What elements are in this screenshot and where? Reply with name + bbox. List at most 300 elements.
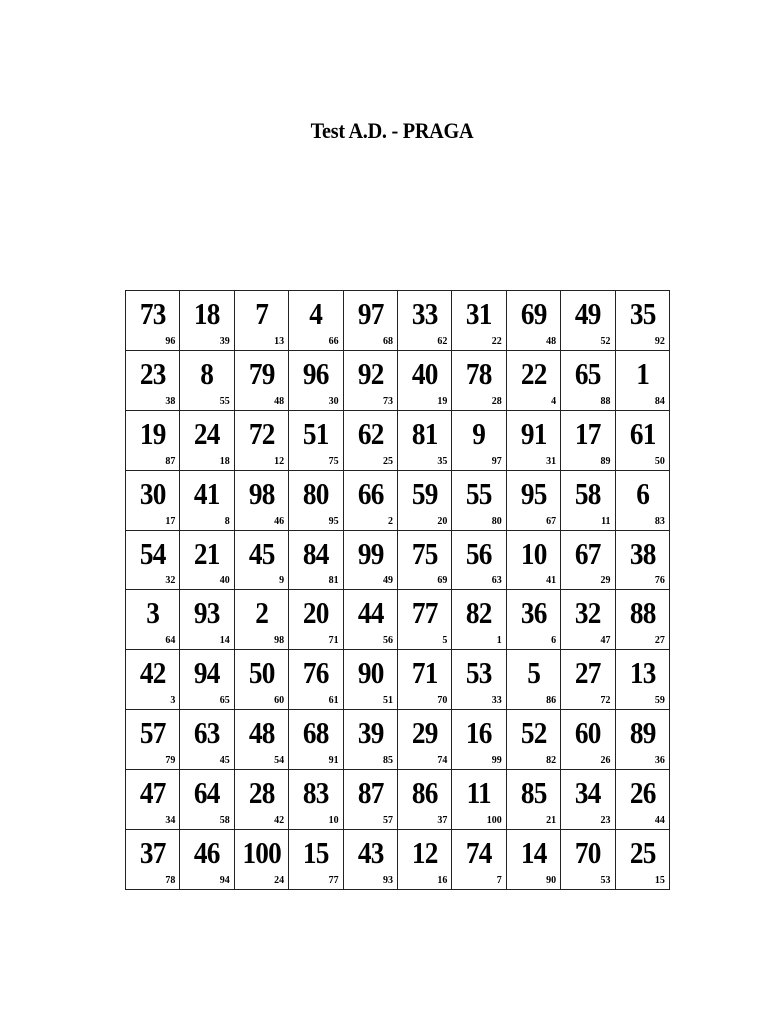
cell-main-number: 88 <box>629 595 655 631</box>
cell-main-number: 64 <box>194 775 220 811</box>
grid-cell <box>561 410 615 470</box>
grid-cell <box>561 590 615 650</box>
cell-index-number: 17 <box>165 515 176 527</box>
grid-row <box>126 710 670 770</box>
grid-cell <box>234 470 288 530</box>
cell-index-number: 23 <box>600 815 611 827</box>
cell-main-number: 85 <box>520 775 547 811</box>
cell-index-number: 8 <box>224 515 230 527</box>
grid-row <box>126 291 670 351</box>
cell-main-number: 80 <box>303 475 329 511</box>
cell-main-number: 42 <box>139 655 166 691</box>
cell-index-number: 15 <box>654 874 665 886</box>
grid-cell <box>397 830 451 890</box>
grid-cell <box>343 710 397 770</box>
grid-cell <box>397 590 451 650</box>
cell-main-number: 17 <box>575 415 601 451</box>
grid-cell <box>506 590 560 650</box>
grid-cell <box>289 350 343 410</box>
cell-main-number: 28 <box>248 775 275 811</box>
cell-index-number: 84 <box>654 395 665 407</box>
cell-index-number: 22 <box>491 335 502 347</box>
cell-main-number: 47 <box>139 775 166 811</box>
grid-cell <box>343 530 397 590</box>
cell-main-number: 94 <box>194 655 220 691</box>
grid-cell <box>506 650 560 710</box>
cell-main-number: 8 <box>200 355 214 391</box>
cell-index-number: 33 <box>491 695 502 707</box>
cell-index-number: 49 <box>382 575 393 587</box>
cell-index-number: 72 <box>600 695 611 707</box>
cell-index-number: 96 <box>165 335 176 347</box>
grid-cell <box>506 830 560 890</box>
cell-index-number: 69 <box>437 575 448 587</box>
cell-index-number: 87 <box>165 455 176 467</box>
cell-main-number: 43 <box>357 835 384 871</box>
cell-index-number: 89 <box>600 455 611 467</box>
cell-main-number: 48 <box>248 715 275 751</box>
cell-main-number: 27 <box>575 655 601 691</box>
grid-cell <box>126 710 180 770</box>
cell-main-number: 24 <box>194 415 220 451</box>
grid-row <box>126 770 670 830</box>
cell-main-number: 22 <box>520 355 547 391</box>
cell-index-number: 29 <box>600 575 611 587</box>
cell-index-number: 59 <box>654 695 665 707</box>
cell-main-number: 18 <box>194 296 220 331</box>
grid-cell <box>343 830 397 890</box>
grid-cell <box>397 650 451 710</box>
cell-main-number: 34 <box>575 775 601 811</box>
cell-index-number: 88 <box>600 395 611 407</box>
cell-index-number: 81 <box>328 575 339 587</box>
cell-main-number: 57 <box>139 715 166 751</box>
cell-index-number: 55 <box>219 395 230 407</box>
grid-cell <box>561 770 615 830</box>
cell-index-number: 41 <box>546 575 557 587</box>
page-title: Test A.D. - PRAGA <box>310 118 474 143</box>
cell-index-number: 94 <box>219 874 230 886</box>
cell-main-number: 9 <box>472 415 486 451</box>
cell-index-number: 45 <box>219 755 230 767</box>
cell-main-number: 5 <box>527 655 540 691</box>
cell-index-number: 19 <box>437 395 448 407</box>
cell-main-number: 79 <box>248 355 275 391</box>
grid-cell <box>126 650 180 710</box>
cell-main-number: 32 <box>575 595 601 631</box>
grid-cell <box>343 770 397 830</box>
grid-cell <box>615 770 669 830</box>
cell-index-number: 14 <box>219 635 230 647</box>
cell-index-number: 6 <box>551 635 557 647</box>
cell-main-number: 86 <box>411 775 438 811</box>
grid-cell <box>180 350 234 410</box>
grid-cell <box>234 710 288 770</box>
grid-cell <box>343 410 397 470</box>
cell-index-number: 100 <box>486 815 502 827</box>
cell-index-number: 16 <box>437 874 448 886</box>
grid-cell <box>234 590 288 650</box>
cell-main-number: 44 <box>357 595 384 631</box>
grid-cell <box>126 770 180 830</box>
cell-index-number: 18 <box>219 455 230 467</box>
cell-main-number: 75 <box>411 535 438 571</box>
grid-row <box>126 470 670 530</box>
cell-main-number: 72 <box>248 415 275 451</box>
cell-index-number: 32 <box>165 575 176 587</box>
cell-index-number: 98 <box>274 635 285 647</box>
cell-main-number: 1 <box>635 355 649 391</box>
grid-cell <box>180 590 234 650</box>
cell-main-number: 69 <box>520 296 547 331</box>
cell-main-number: 11 <box>467 775 492 811</box>
cell-index-number: 44 <box>654 815 665 827</box>
grid-cell <box>289 470 343 530</box>
grid-cell <box>452 470 506 530</box>
cell-main-number: 92 <box>357 355 384 391</box>
cell-main-number: 96 <box>303 355 329 391</box>
cell-index-number: 56 <box>382 635 393 647</box>
grid-cell <box>180 830 234 890</box>
cell-index-number: 90 <box>546 874 557 886</box>
grid-row <box>126 350 670 410</box>
cell-main-number: 25 <box>629 835 655 871</box>
cell-index-number: 67 <box>546 515 557 527</box>
grid-cell <box>234 350 288 410</box>
cell-index-number: 52 <box>600 335 611 347</box>
cell-main-number: 26 <box>629 775 655 811</box>
cell-main-number: 93 <box>194 595 220 631</box>
cell-index-number: 77 <box>328 874 339 886</box>
grid-cell <box>234 770 288 830</box>
cell-main-number: 23 <box>139 355 166 391</box>
cell-main-number: 73 <box>139 296 166 331</box>
cell-index-number: 12 <box>274 455 285 467</box>
cell-index-number: 95 <box>328 515 339 527</box>
grid-cell <box>506 770 560 830</box>
cell-main-number: 58 <box>575 475 601 511</box>
grid-cell <box>397 710 451 770</box>
grid-cell <box>561 650 615 710</box>
grid-cell <box>343 291 397 351</box>
grid-cell <box>343 650 397 710</box>
grid-cell <box>615 350 669 410</box>
grid-cell <box>506 530 560 590</box>
grid-cell <box>452 710 506 770</box>
grid-row <box>126 410 670 470</box>
cell-main-number: 4 <box>309 296 323 331</box>
cell-index-number: 61 <box>328 695 339 707</box>
grid-cell <box>180 410 234 470</box>
cell-index-number: 58 <box>219 815 230 827</box>
cell-index-number: 76 <box>654 575 665 587</box>
cell-index-number: 78 <box>165 874 176 886</box>
grid-cell <box>615 650 669 710</box>
cell-index-number: 37 <box>437 815 448 827</box>
grid-cell <box>234 410 288 470</box>
cell-main-number: 65 <box>575 355 601 391</box>
grid-cell <box>289 830 343 890</box>
cell-main-number: 70 <box>575 835 601 871</box>
grid-cell <box>561 530 615 590</box>
cell-main-number: 33 <box>411 296 438 331</box>
cell-index-number: 65 <box>219 695 230 707</box>
grid-cell <box>452 650 506 710</box>
cell-main-number: 37 <box>139 835 166 871</box>
cell-index-number: 57 <box>382 815 393 827</box>
cell-index-number: 1 <box>496 635 502 647</box>
grid-cell <box>452 770 506 830</box>
cell-main-number: 49 <box>575 296 601 331</box>
cell-index-number: 92 <box>654 335 665 347</box>
cell-index-number: 70 <box>437 695 448 707</box>
grid-cell <box>506 350 560 410</box>
cell-main-number: 45 <box>248 535 275 571</box>
cell-main-number: 89 <box>629 715 655 751</box>
grid-cell <box>615 470 669 530</box>
cell-index-number: 27 <box>654 635 665 647</box>
grid-cell <box>615 830 669 890</box>
cell-index-number: 71 <box>328 635 339 647</box>
grid-cell <box>126 291 180 351</box>
cell-main-number: 62 <box>357 415 384 451</box>
cell-index-number: 79 <box>165 755 176 767</box>
grid-cell <box>126 530 180 590</box>
cell-main-number: 51 <box>303 415 329 451</box>
cell-main-number: 13 <box>629 655 655 691</box>
cell-index-number: 21 <box>546 815 557 827</box>
grid-cell <box>452 830 506 890</box>
cell-main-number: 38 <box>629 535 655 571</box>
cell-index-number: 46 <box>274 515 285 527</box>
cell-index-number: 9 <box>279 575 285 587</box>
cell-index-number: 99 <box>491 755 502 767</box>
grid-row <box>126 830 670 890</box>
cell-index-number: 85 <box>382 755 393 767</box>
grid-cell <box>561 350 615 410</box>
cell-index-number: 11 <box>601 515 611 527</box>
cell-main-number: 56 <box>466 535 492 571</box>
cell-index-number: 20 <box>437 515 448 527</box>
cell-index-number: 24 <box>274 874 285 886</box>
cell-main-number: 35 <box>629 296 655 331</box>
cell-main-number: 59 <box>411 475 438 511</box>
cell-main-number: 30 <box>139 475 166 511</box>
cell-index-number: 64 <box>165 635 176 647</box>
grid-cell <box>180 470 234 530</box>
cell-index-number: 53 <box>600 874 611 886</box>
grid-cell <box>180 710 234 770</box>
grid-row <box>126 590 670 650</box>
cell-index-number: 75 <box>328 455 339 467</box>
cell-main-number: 41 <box>194 475 220 511</box>
grid-cell <box>615 590 669 650</box>
cell-main-number: 14 <box>520 835 547 871</box>
cell-index-number: 73 <box>382 395 393 407</box>
grid-cell <box>561 470 615 530</box>
cell-index-number: 74 <box>437 755 448 767</box>
cell-main-number: 71 <box>411 655 438 691</box>
grid-cell <box>289 590 343 650</box>
grid-cell <box>561 830 615 890</box>
grid-cell <box>343 350 397 410</box>
cell-index-number: 10 <box>328 815 339 827</box>
grid-cell <box>289 770 343 830</box>
grid-cell <box>234 650 288 710</box>
grid-cell <box>289 410 343 470</box>
grid-cell <box>126 410 180 470</box>
cell-index-number: 48 <box>274 395 285 407</box>
cell-main-number: 81 <box>411 415 438 451</box>
grid-cell <box>234 530 288 590</box>
cell-index-number: 86 <box>546 695 557 707</box>
grid-row <box>126 530 670 590</box>
cell-main-number: 36 <box>520 595 547 631</box>
cell-main-number: 77 <box>411 595 438 631</box>
cell-index-number: 26 <box>600 755 611 767</box>
cell-main-number: 91 <box>520 415 547 451</box>
number-grid-body <box>126 291 670 890</box>
cell-main-number: 53 <box>466 655 492 691</box>
grid-cell <box>343 590 397 650</box>
cell-main-number: 97 <box>357 296 384 331</box>
cell-main-number: 6 <box>635 475 649 511</box>
grid-row <box>126 650 670 710</box>
grid-cell <box>289 710 343 770</box>
grid-cell <box>561 710 615 770</box>
number-grid <box>125 290 670 890</box>
cell-index-number: 93 <box>382 874 393 886</box>
cell-index-number: 30 <box>328 395 339 407</box>
grid-cell <box>506 410 560 470</box>
cell-main-number: 10 <box>520 535 547 571</box>
cell-main-number: 83 <box>303 775 329 811</box>
cell-index-number: 35 <box>437 455 448 467</box>
grid-cell <box>397 410 451 470</box>
grid-cell <box>615 410 669 470</box>
cell-main-number: 46 <box>194 835 220 871</box>
cell-index-number: 5 <box>442 635 448 647</box>
grid-cell <box>452 350 506 410</box>
cell-main-number: 54 <box>139 535 166 571</box>
cell-index-number: 39 <box>219 335 230 347</box>
grid-cell <box>452 590 506 650</box>
cell-index-number: 36 <box>654 755 665 767</box>
cell-main-number: 90 <box>357 655 384 691</box>
grid-cell <box>561 291 615 351</box>
cell-main-number: 66 <box>357 475 384 511</box>
cell-index-number: 28 <box>491 395 502 407</box>
grid-cell <box>126 830 180 890</box>
cell-main-number: 21 <box>194 535 220 571</box>
grid-cell <box>397 530 451 590</box>
grid-cell <box>180 530 234 590</box>
cell-main-number: 3 <box>146 595 160 631</box>
grid-cell <box>452 530 506 590</box>
grid-cell <box>452 291 506 351</box>
cell-index-number: 68 <box>382 335 393 347</box>
grid-cell <box>180 291 234 351</box>
grid-cell <box>397 350 451 410</box>
cell-main-number: 2 <box>255 595 268 631</box>
cell-index-number: 3 <box>170 695 176 707</box>
cell-main-number: 74 <box>466 835 492 871</box>
grid-cell <box>506 470 560 530</box>
cell-index-number: 4 <box>551 395 557 407</box>
cell-index-number: 2 <box>387 515 393 527</box>
cell-main-number: 82 <box>466 595 492 631</box>
cell-index-number: 13 <box>274 335 285 347</box>
cell-index-number: 91 <box>328 755 339 767</box>
cell-index-number: 7 <box>496 874 502 886</box>
cell-main-number: 76 <box>303 655 329 691</box>
cell-index-number: 82 <box>546 755 557 767</box>
cell-main-number: 60 <box>575 715 601 751</box>
grid-cell <box>397 291 451 351</box>
cell-main-number: 68 <box>303 715 329 751</box>
cell-main-number: 7 <box>255 296 268 331</box>
cell-index-number: 62 <box>437 335 448 347</box>
cell-main-number: 15 <box>303 835 329 871</box>
cell-main-number: 12 <box>411 835 438 871</box>
cell-index-number: 25 <box>382 455 393 467</box>
cell-index-number: 42 <box>274 815 285 827</box>
grid-cell <box>615 291 669 351</box>
cell-index-number: 97 <box>491 455 502 467</box>
grid-cell <box>180 770 234 830</box>
cell-index-number: 31 <box>546 455 557 467</box>
grid-cell <box>343 470 397 530</box>
grid-cell <box>615 530 669 590</box>
cell-main-number: 84 <box>303 535 329 571</box>
cell-index-number: 47 <box>600 635 611 647</box>
cell-index-number: 51 <box>382 695 393 707</box>
cell-main-number: 100 <box>242 835 281 871</box>
cell-main-number: 87 <box>357 775 384 811</box>
cell-index-number: 38 <box>165 395 176 407</box>
cell-main-number: 40 <box>411 355 438 391</box>
cell-main-number: 63 <box>194 715 220 751</box>
cell-main-number: 39 <box>357 715 384 751</box>
cell-index-number: 80 <box>491 515 502 527</box>
cell-main-number: 19 <box>139 415 166 451</box>
cell-main-number: 95 <box>520 475 547 511</box>
grid-cell <box>506 291 560 351</box>
cell-main-number: 16 <box>466 715 492 751</box>
grid-cell <box>126 590 180 650</box>
grid-cell <box>126 350 180 410</box>
grid-cell <box>506 710 560 770</box>
cell-main-number: 78 <box>466 355 492 391</box>
cell-main-number: 20 <box>303 595 329 631</box>
grid-cell <box>289 650 343 710</box>
grid-cell <box>452 410 506 470</box>
cell-index-number: 54 <box>274 755 285 767</box>
cell-main-number: 29 <box>411 715 438 751</box>
cell-index-number: 63 <box>491 575 502 587</box>
cell-index-number: 48 <box>546 335 557 347</box>
cell-main-number: 31 <box>466 296 492 331</box>
grid-cell <box>615 710 669 770</box>
cell-index-number: 40 <box>219 575 230 587</box>
cell-main-number: 50 <box>248 655 275 691</box>
grid-cell <box>397 470 451 530</box>
cell-index-number: 60 <box>274 695 285 707</box>
cell-index-number: 66 <box>328 335 339 347</box>
cell-main-number: 55 <box>466 475 492 511</box>
grid-cell <box>397 770 451 830</box>
grid-cell <box>126 470 180 530</box>
